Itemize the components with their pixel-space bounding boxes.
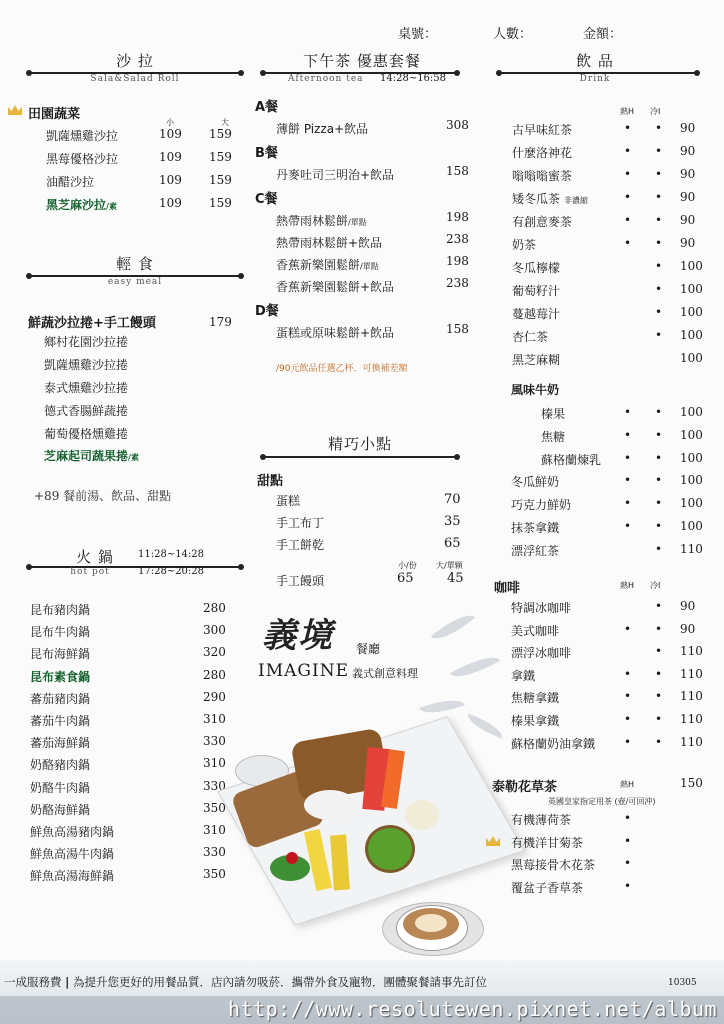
set-item-note: /單點 [348,218,367,227]
hotpot-item-price: 330 [203,845,226,860]
drink-name [512,190,588,207]
cold-available-dot: • [655,451,663,465]
set-item-price: 238 [446,276,469,290]
drinks-subtitle: Drink [579,74,611,84]
set-label: A餐 [255,100,279,115]
service-charge: 一成服務費 [4,975,62,989]
cold-available-dot: • [655,473,663,487]
drink-price: 100 [680,405,703,419]
snack-item-name: 蛋糕 [276,494,301,508]
hotpot-item-price: 310 [203,756,226,771]
drink-name: 蘇格蘭煉乳 [541,453,602,467]
hot-available-dot: • [624,213,632,227]
light-main-price: 179 [209,315,232,329]
set-item-name: 蛋糕或原味鬆餅+飲品 [276,326,395,340]
cold-available-dot: • [655,213,663,227]
drink-name: 漂浮冰咖啡 [511,646,572,661]
salad-subtitle: Sala&Salad Roll [90,74,180,84]
hot-available-dot: • [624,621,632,636]
hotpot-item-name: 奶酪牛肉鍋 [30,780,91,795]
cold-available-dot: • [655,121,663,135]
light-green-note: /素 [128,453,139,462]
set-label: D餐 [255,304,279,319]
menu-item-name: 油醋沙拉 [46,175,95,189]
set-item-price: 158 [446,164,469,178]
drink-price: 100 [680,451,703,465]
watermark-url[interactable]: http://www.resolutewen.pixnet.net/album [228,997,718,1021]
hot-available-dot: • [624,121,632,135]
cold-available-dot: • [655,542,663,556]
herbal-title: 泰勒花草茶 [492,780,558,795]
hot-available-dot: • [624,473,632,487]
cold-available-dot: • [655,236,663,250]
drink-price: 100 [680,328,703,342]
cold-available-dot: • [655,689,663,704]
light-green-name: 芝麻起司蔬果捲 [44,449,129,463]
cold-available-dot: • [655,305,663,319]
salad-col-large: 大 [221,118,229,127]
tea-note: /90元飲品任選乙杯．可換補差額 [276,364,408,374]
drink-name: 特調冰咖啡 [511,601,572,615]
salad-group: 田園蔬菜 [28,107,81,122]
table-number-label: 桌號： [398,27,438,42]
drink-price: 110 [680,542,703,556]
price-large: 159 [209,127,232,141]
hotpot-item-name: 蕃茄海鮮鍋 [30,736,91,751]
drink-price: 110 [680,644,703,659]
set-label: C餐 [255,192,278,207]
hot-available-dot: • [624,734,632,749]
drink-name-text: 矮冬瓜茶 [512,192,561,206]
drinks-title: 飲 品 [576,52,614,70]
light-roll-item: 鄉村花園沙拉捲 [44,335,129,349]
hotpot-item-name: 昆布海鮮鍋 [30,647,91,662]
hotpot-item-name: 鮮魚高湯豬肉鍋 [30,825,115,839]
snack-item-name: 手工布丁 [276,516,325,530]
snack-item-price: 70 [444,492,461,507]
cold-available-dot: • [655,666,663,681]
menu-item-name: 黑莓優格沙拉 [46,152,119,166]
set-item-price: 308 [446,118,469,132]
cold-available-dot: • [655,428,663,442]
cold-available-dot: • [655,144,663,158]
coffee-hot-header: 熱H [620,581,635,590]
drink-name: 冬瓜鮮奶 [511,475,560,489]
hot-available-dot: • [624,496,632,510]
cold-available-dot: • [655,259,663,273]
cold-available-dot: • [655,405,663,419]
set-item-text: 熱帶雨林鬆餅 [276,214,349,228]
set-item-price: 198 [446,254,469,268]
tea-subtitle: Afternoon tea [288,74,364,84]
hotpot-item-name: 奶酪海鮮鍋 [30,802,91,817]
drink-name: 冬瓜檸檬 [512,261,561,275]
tea-time: 14:28~16:58 [380,73,447,84]
light-title: 輕 食 [116,255,154,273]
snack-title: 精巧小點 [327,435,392,453]
bun-name: 手工饅頭 [276,574,325,588]
drink-name: 焦糖拿鐵 [511,691,560,706]
drink-price: 90 [680,144,696,158]
drink-name: 抹茶拿鐵 [511,521,560,535]
hot-available-dot: • [624,190,632,204]
hotpot-item-name: 昆布素食鍋 [30,669,91,684]
brand-desc: 義式創意料理 [352,667,418,680]
cold-available-dot: • [655,712,663,726]
cold-available-dot: • [655,621,663,636]
price-small: 109 [159,196,182,210]
set-item-price: 238 [446,232,469,246]
drinks-hot-header: 熱H [620,107,635,116]
hotpot-item-name: 鮮魚高湯海鮮鍋 [30,869,115,884]
hot-available-dot: • [624,833,632,848]
set-item-name: 薄餅 Pizza+飲品 [276,122,369,136]
drink-name: 奶茶 [512,238,537,252]
price-small: 109 [159,150,182,164]
cold-available-dot: • [655,190,663,204]
cold-available-dot: • [655,167,663,181]
hotpot-item-name: 昆布牛肉鍋 [30,625,91,640]
drink-name: 古早味紅茶 [512,123,573,137]
drink-name: 有創意麥茶 [512,215,573,229]
drink-price: 100 [680,351,703,365]
cold-available-dot: • [655,519,663,533]
hot-available-dot: • [624,712,632,726]
hot-available-dot: • [624,451,632,465]
herbal-item-name: 覆盆子香草茶 [511,880,584,895]
drink-name: 巧克力鮮奶 [511,498,572,512]
set-item-price: 198 [446,210,469,224]
herbal-note: 英國皇家指定用茶 (壺/可回沖) [548,797,656,806]
drink-name: 黑芝麻糊 [512,353,561,367]
drink-price: 110 [680,689,703,704]
brand-tag: 餐廳 [356,642,381,656]
price-large: 159 [209,196,232,210]
salad-title: 沙 拉 [116,52,154,70]
hot-available-dot: • [624,666,632,681]
cold-available-dot: • [655,328,663,342]
hotpot-item-name: 蕃茄豬肉鍋 [30,691,91,706]
menu-item-name: 凱薩燻雞沙拉 [46,129,119,143]
brand-name: IMAGINE [258,661,349,681]
crown-icon [8,105,22,115]
price-small: 109 [159,127,182,141]
set-item-name [276,212,367,229]
hot-available-dot: • [624,878,632,893]
drink-price: 100 [680,282,703,296]
menu-code: 10305 [668,978,697,988]
herbal-item-name: 有機薄荷茶 [511,813,572,827]
milk-title: 風味牛奶 [511,383,560,397]
drink-price: 90 [680,167,696,181]
drink-price: 90 [680,621,696,636]
drink-price: 110 [680,712,703,726]
hot-available-dot: • [624,519,632,533]
snack-item-price: 35 [444,514,461,529]
tea-title: 下午茶 優惠套餐 [303,52,421,70]
drink-name: 拿鐵 [511,668,536,683]
hot-available-dot: • [624,856,632,870]
hot-available-dot: • [624,689,632,704]
drink-price: 100 [680,259,703,273]
drink-name: 杏仁茶 [512,330,549,344]
hotpot-item-name: 鮮魚高湯牛肉鍋 [30,847,115,862]
hotpot-time-lunch: 11:28~14:28 [138,549,205,560]
drink-name: 榛果拿鐵 [511,714,560,728]
drink-name: 焦糖 [541,430,566,444]
bun-col-large: 大/單顆 [436,561,463,570]
salad-col-small: 小 [166,118,174,127]
drink-price: 110 [680,666,703,681]
light-subtitle: easy meal [107,277,163,287]
footer-notice-text: 為提升您更好的用餐品質．店內請勿吸菸．攜帶外食及寵物．團體聚餐請事先訂位 [73,975,488,989]
bun-col-small: 小/份 [398,561,417,570]
footer-notice [4,974,487,990]
set-item-note: /單點 [360,262,379,271]
brand-logo: 義境 [262,616,334,656]
herbal-price: 150 [680,776,703,790]
snack-item-name: 手工餅乾 [276,538,325,552]
amount-label: 金額： [583,27,623,42]
drink-price: 90 [680,599,696,613]
menu-item-note: /素 [106,202,117,211]
price-small: 109 [159,173,182,187]
light-roll-item: 葡萄優格燻雞捲 [44,427,129,441]
people-count-label: 人數： [493,27,533,42]
hot-available-dot: • [624,236,632,250]
drink-price: 90 [680,190,696,204]
cold-available-dot: • [655,496,663,510]
bun-price-small: 65 [397,571,414,586]
light-roll-item: 泰式燻雞沙拉捲 [44,381,129,395]
menu-item-name: 黑芝麻沙拉/素 [46,198,117,212]
drink-price: 100 [680,305,703,319]
price-large: 159 [209,173,232,187]
hotpot-time-dinner: 17:28~20:28 [138,566,205,577]
drink-note: 非濃縮 [564,196,589,205]
set-item-name: 熱帶雨林鬆餅+飲品 [276,236,383,250]
cold-available-dot: • [655,734,663,749]
coffee-title: 咖啡 [494,581,521,596]
drink-name: 美式咖啡 [511,623,560,638]
hotpot-item-price: 280 [203,667,226,682]
drink-name: 蘇格蘭奶油拿鐵 [511,736,596,751]
hotpot-subtitle: hot pot [70,567,110,577]
cold-available-dot: • [655,282,663,296]
drink-name: 漂浮紅茶 [511,544,560,558]
set-item-price: 158 [446,322,469,336]
price-large: 159 [209,150,232,164]
hotpot-item-price: 290 [203,689,226,704]
drink-name: 蔓越莓汁 [512,307,561,321]
drink-price: 110 [680,734,703,749]
set-item-text: 香蕉新樂園鬆餅 [276,258,361,272]
hotpot-item-price: 320 [203,645,226,660]
bun-price-large: 45 [447,571,464,586]
hot-available-dot: • [624,144,632,158]
footer-divider: | [65,975,70,989]
hotpot-item-name: 蕃茄牛肉鍋 [30,714,91,728]
hotpot-item-name: 昆布豬肉鍋 [30,603,91,617]
hotpot-item-price: 300 [203,623,226,638]
herbal-hot-header: 熱H [620,780,635,789]
drink-price: 100 [680,496,703,510]
hotpot-item-price: 330 [203,734,226,749]
snack-item-price: 65 [444,536,461,551]
light-roll-item: 德式香腸鮮蔬捲 [44,404,129,418]
drink-price: 100 [680,428,703,442]
hotpot-title: 火 鍋 [76,548,114,566]
hotpot-item-price: 350 [203,800,226,815]
set-label: B餐 [255,146,278,161]
cold-available-dot: • [655,599,663,613]
hotpot-item-name: 奶酪豬肉鍋 [30,758,91,773]
set-item-name: 丹麥吐司三明治+飲品 [276,168,395,182]
drink-name: 葡萄籽汁 [512,284,561,298]
drink-name: 嗡嗡嗡蜜茶 [512,169,573,183]
hotpot-item-price: 330 [203,778,226,793]
light-addon: +89 餐前湯、飲品、甜點 [34,489,172,503]
drink-name: 榛果 [541,407,566,421]
hot-available-dot: • [624,405,632,419]
hot-available-dot: • [624,167,632,181]
drink-price: 100 [680,473,703,487]
drinks-cold-header: 冷I [650,107,661,116]
set-item-name: 香蕉新樂園鬆餅+飲品 [276,280,395,294]
drink-name: 什麼洛神花 [512,146,573,160]
light-main-item: 鮮蔬沙拉捲+手工饅頭 [28,316,156,331]
drink-price: 100 [680,519,703,533]
cold-available-dot: • [655,644,663,659]
herbal-item-name: 有機洋甘菊茶 [511,835,584,850]
set-item-name [276,256,379,273]
hotpot-item-price: 310 [203,823,226,837]
drink-price: 90 [680,236,696,250]
coffee-cold-header: 冷I [650,581,661,590]
light-roll-item: 凱薩燻雞沙拉捲 [44,358,129,372]
light-green-item [44,447,139,464]
hot-available-dot: • [624,811,632,825]
hotpot-item-price: 350 [203,867,226,882]
hot-available-dot: • [624,428,632,442]
drink-price: 90 [680,213,696,227]
snack-rule [262,456,458,458]
hotpot-item-price: 280 [203,601,226,615]
hotpot-item-price: 310 [203,712,226,726]
snack-group: 甜點 [257,474,284,489]
herbal-item-name: 黑莓接骨木花茶 [511,858,596,872]
drink-price: 90 [680,121,696,135]
